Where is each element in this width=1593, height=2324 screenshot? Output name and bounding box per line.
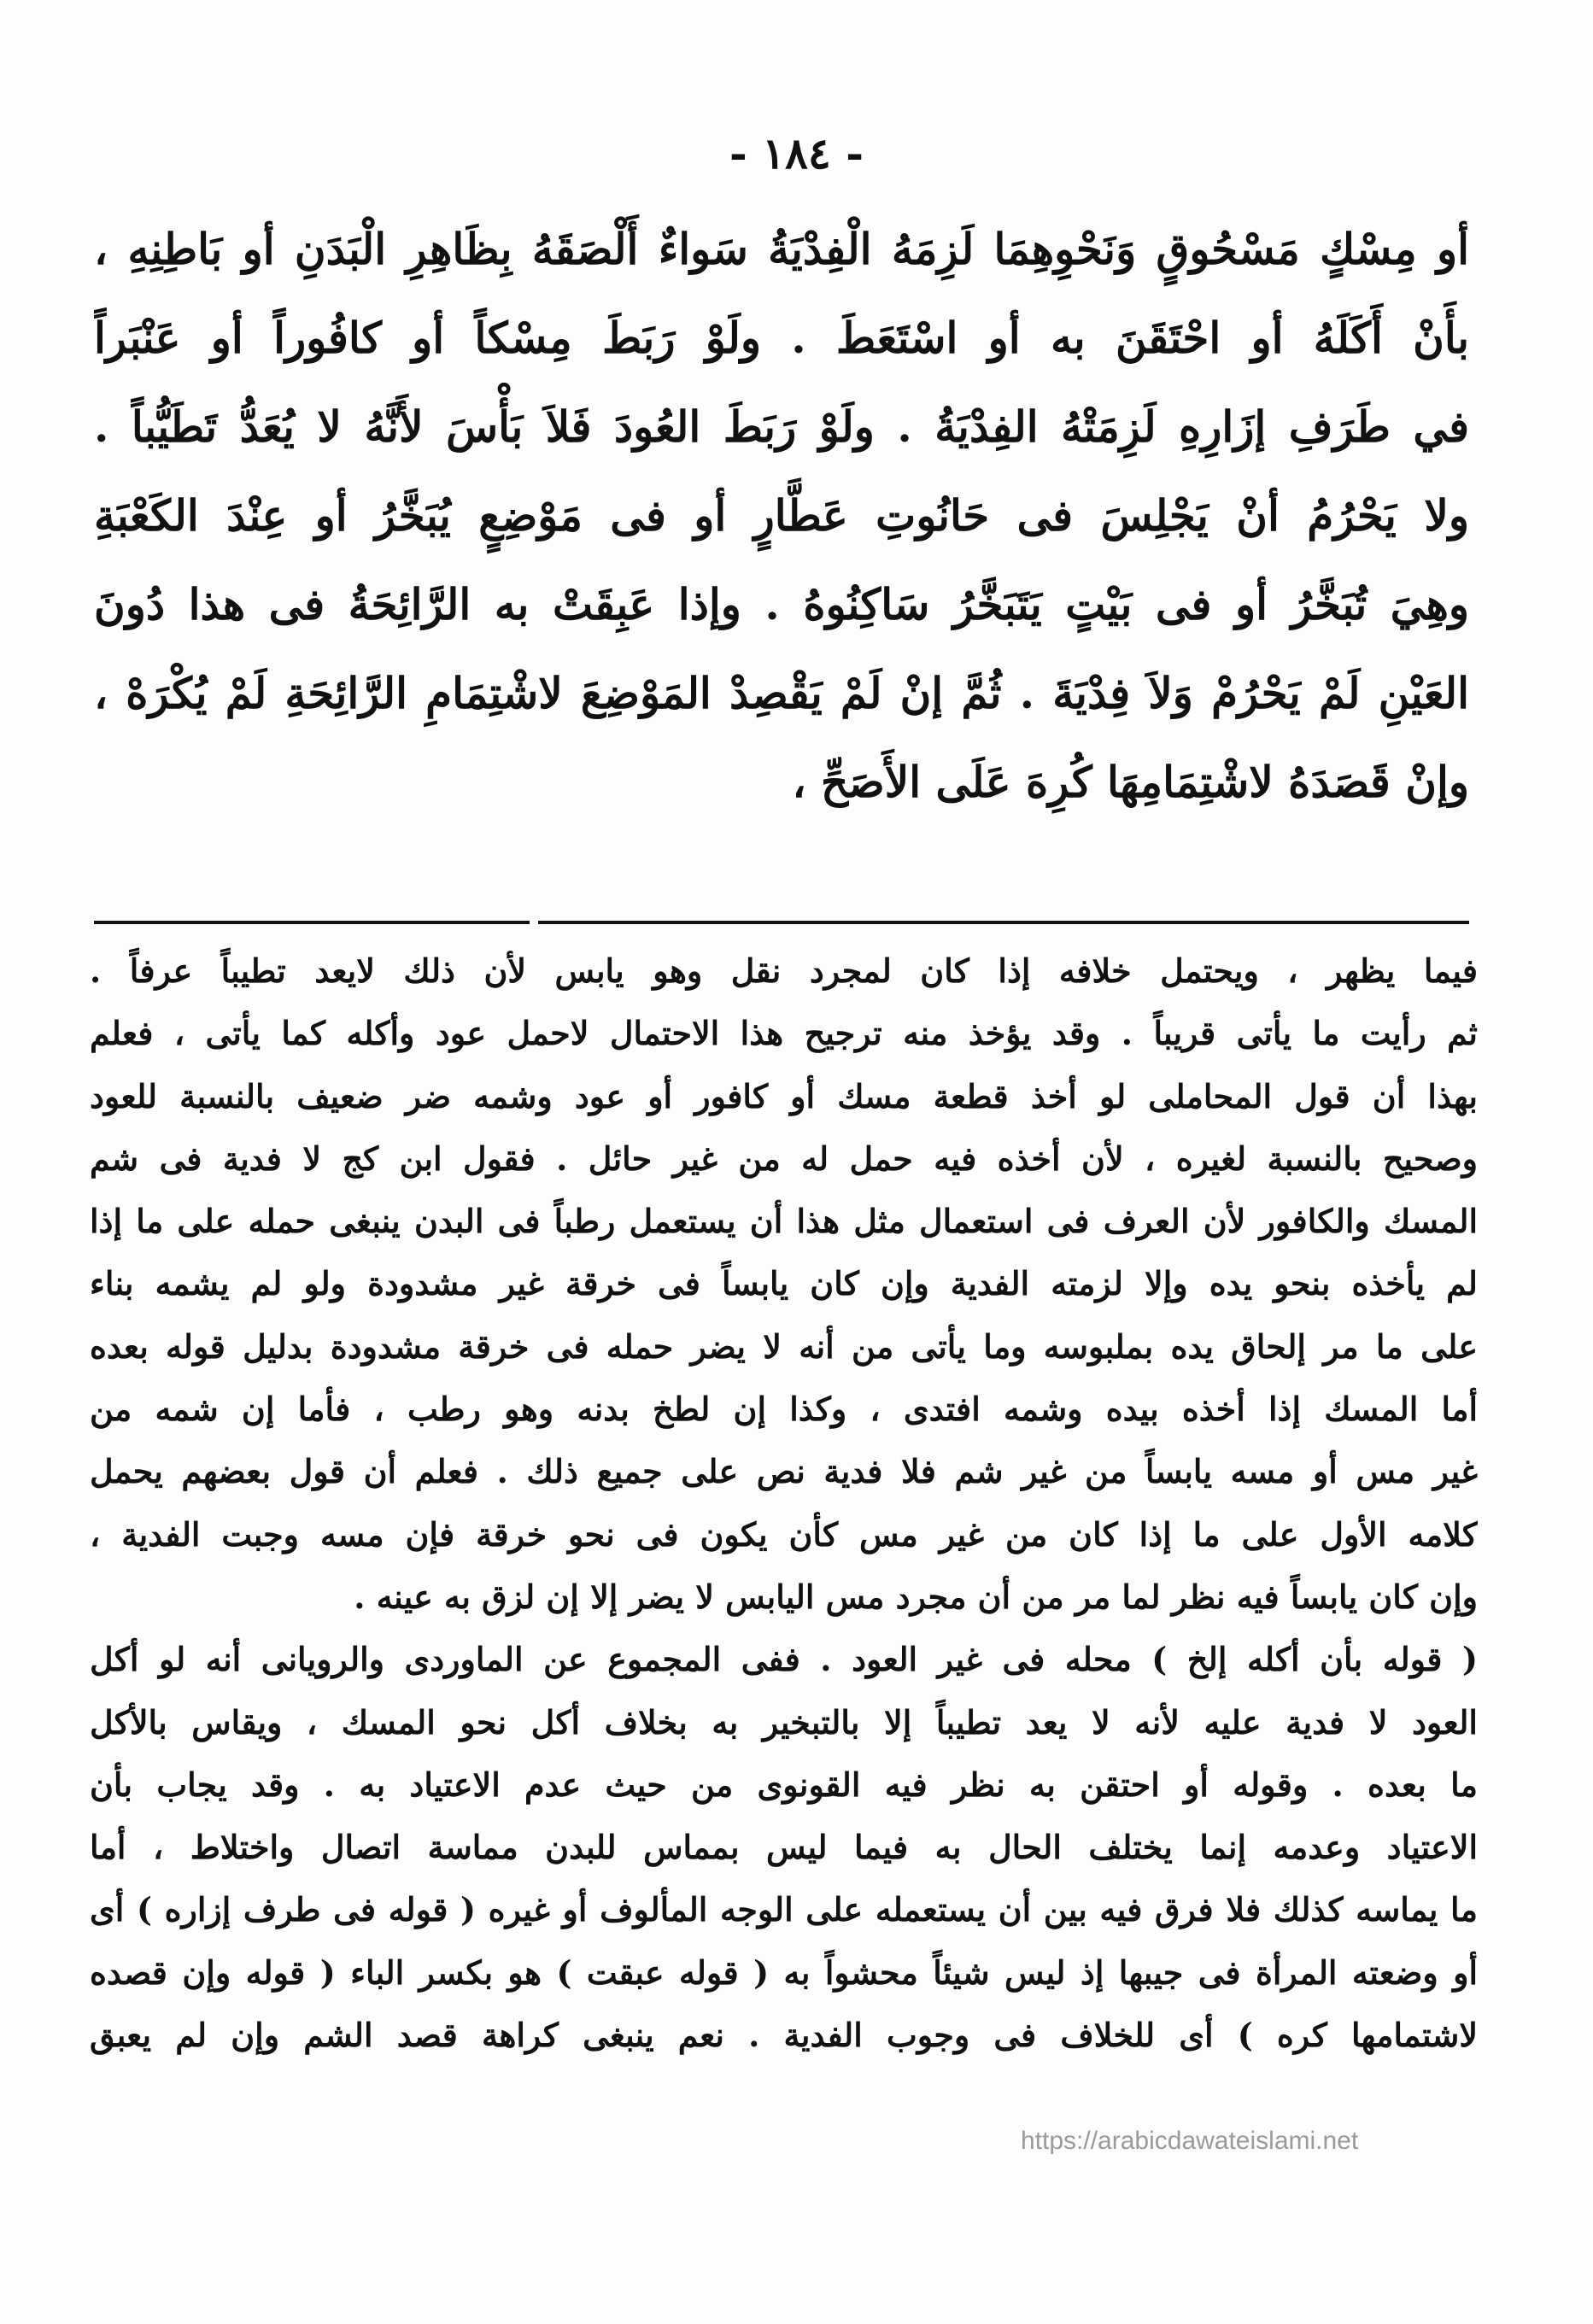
main-text-line: بأَنْ أَكَلَهُ أو احْتَقَنَ به أو اسْتَعَطَ . ولَوْ رَبَطَ مِسْكاً أو كافُوراً أو عَنْبَراً: [94, 313, 1469, 363]
main-text-line: وإنْ قَصَدَهُ لاشْتِمَامِهَا كُرِهَ عَلَى الأَصَحِّ ،: [792, 757, 1469, 807]
commentary-line: بهذا أن قول المحاملى لو أخذ قطعة مسك أو كافور أو عود وشمه ضر ضعيف بالنسبة للعود: [90, 1076, 1478, 1115]
commentary-line: وإن كان يابساً فيه نظر لما مر من أن مجرد مس اليابس لا يضر إلا إن لزق به عينه .: [354, 1577, 1478, 1616]
commentary-line: ثم رأيت ما يأتى قريباً . وقد يؤخذ منه ترجيح هذا الاحتمال لاحمل عود وأكله كما يأتى ، فعلم: [90, 1014, 1478, 1053]
commentary-line: وصحيح بالنسبة لغيره ، لأن أخذه فيه حمل له من غير حائل . فقول ابن كج لا فدية فى شم: [90, 1139, 1478, 1178]
main-text-line: أو مِسْكٍ مَسْحُوقٍ وَنَحْوِهِمَا لَزِمَهُ الْفِدْيَةُ سَواءٌ أَلْصَقَهُ بِظَاهِرِ الْبَدَنِ أو بَاطِنِهِ ،: [94, 224, 1469, 274]
separator-gap: [530, 914, 538, 928]
commentary-line: العود لا فدية عليه لأنه لا يعد تطيباً إلا بالتبخير به بخلاف أكل نحو المسك ، ويقاس بالأكل: [90, 1702, 1478, 1742]
commentary-line: أو وضعته المرأة فى جيبها إذ ليس شيئاً محشواً به ( قوله عبقت ) هو بكسر الباء ( قوله وإن قصده: [90, 1952, 1478, 1992]
commentary-line: المسك والكافور لأن العرف فى استعمال مثل هذا أن يستعمل رطباً فى البدن ينبغى حمله على ما إذا: [90, 1202, 1478, 1241]
website-watermark: https://arabicdawateislami.net: [1021, 2127, 1359, 2155]
commentary-line: الاعتياد وعدمه إنما يختلف الحال به فيما ليس بمماس للبدن مماسة اتصال واختلاط ، أما: [90, 1828, 1478, 1867]
main-text-line: في طَرَفِ إزَارِهِ لَزِمَتْهُ الفِدْيَةُ . ولَوْ رَبَطَ العُودَ فَلاَ بَأْسَ لأَنَّهُ لا يُعَدُّ تَطَيُّباً .: [94, 401, 1469, 452]
commentary-line: ( قوله بأن أكله إلخ ) محله فى غير العود . ففى المجموع عن الماوردى والرويانى أنه لو أكل: [90, 1640, 1478, 1679]
commentary-block: [90, 940, 1478, 2066]
commentary-line: على ما مر إلحاق يده بملبوسه وما يأتى من أنه لا يضر حمله فى خرقة مشدودة بدليل قوله بعده: [90, 1326, 1478, 1366]
main-text-line: وهِيَ تُبَخَّرُ أو فى بَيْتٍ يَتَبَخَّرُ سَاكِنُوهُ . وإذا عَبِقَتْ به الرَّائِحَةُ فى هذا دُونَ: [94, 579, 1469, 629]
page-number: - ١٨٤ -: [729, 128, 864, 179]
main-text-block: [94, 205, 1469, 827]
commentary-line: ما يماسه كذلك فلا فرق فيه بين أن يستعمله على الوجه المألوف أو غيره ( قوله فى طرف إزاره ) أى: [90, 1890, 1478, 1929]
commentary-line: ما بعده . وقوله أو احتقن به نظر فيه القونوى من حيث عدم الاعتياد به . وقد يجاب بأن: [90, 1765, 1478, 1804]
commentary-line: فيما يظهر ، ويحتمل خلافه إذا كان لمجرد نقل وهو يابس لأن ذلك لايعد تطيباً عرفاً .: [90, 951, 1478, 990]
main-text-line: العَيْنِ لَمْ يَحْرُمْ وَلاَ فِدْيَةَ . ثُمَّ إنْ لَمْ يَقْصِدْ المَوْضِعَ لاشْتِمَامِ الرَّائِحَةِ لَمْ يُكْرَهْ ،: [94, 668, 1469, 718]
main-text-line: ولا يَحْرُمُ أنْ يَجْلِسَ فى حَانُوتِ عَطَّارٍ أو فى مَوْضِعٍ يُبَخَّرُ أو عِنْدَ الكَعْبَةِ: [94, 490, 1469, 541]
commentary-line: لاشتمامها كره ) أى للخلاف فى وجوب الفدية . نعم ينبغى كراهة قصد الشم وإن لم يعبق: [90, 2016, 1478, 2055]
commentary-line: لم يأخذه بنحو يده وإلا لزمته الفدية وإن كان يابساً فى خرقة غير مشدودة ولو لم يشمه بناء: [90, 1264, 1478, 1303]
footnote-separator: [94, 921, 1469, 924]
commentary-line: أما المسك إذا أخذه بيده وشمه افتدى ، وكذا إن لطخ بدنه وهو رطب ، فأما إن شمه من: [90, 1390, 1478, 1429]
commentary-line: كلامه الأول على ما إذا كان من غير مس كأن يكون فى نحو خرقة فإن مسه وجبت الفدية ،: [90, 1514, 1478, 1554]
commentary-line: غير مس أو مسه يابساً من غير شم فلا فدية نص على جميع ذلك . فعلم أن قول بعضهم يحمل: [90, 1452, 1478, 1491]
